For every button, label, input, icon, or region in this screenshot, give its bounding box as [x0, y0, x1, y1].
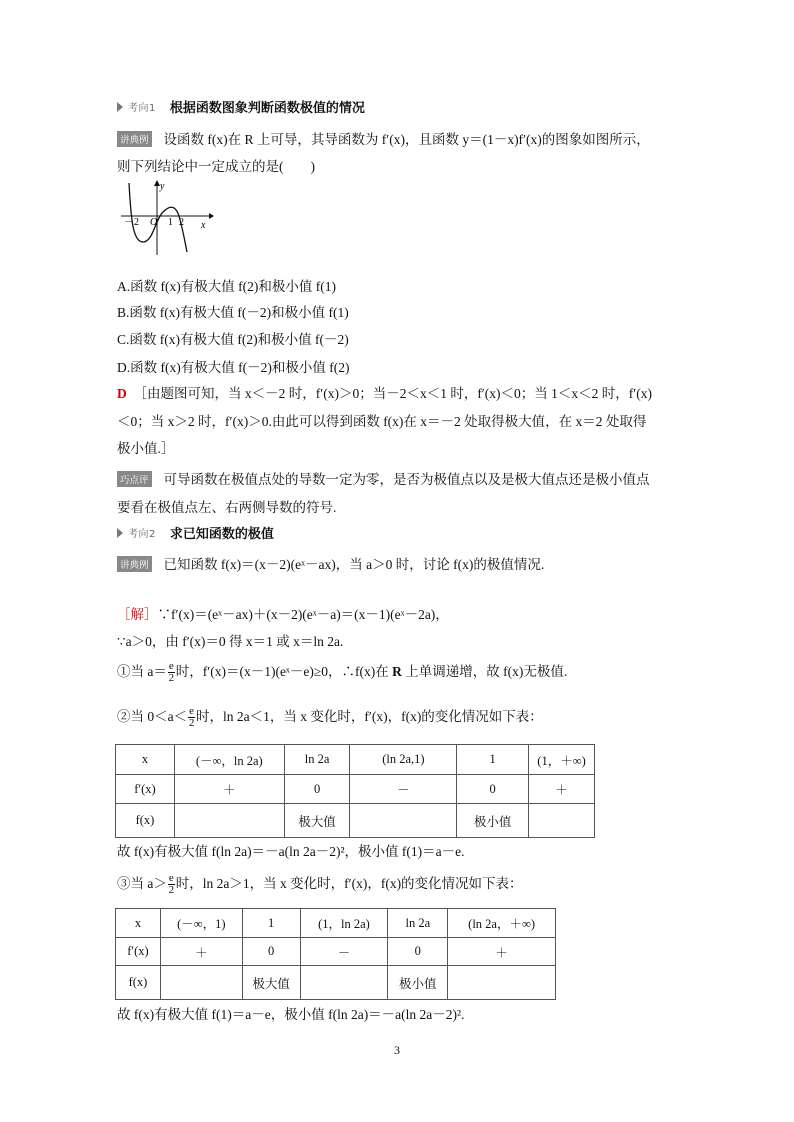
- table-cell: 极小值: [388, 966, 448, 1000]
- tick-origin: O: [150, 217, 158, 228]
- table-cell: ＋: [160, 938, 242, 966]
- y-axis-label: y: [160, 181, 165, 192]
- solution-text1: ∵f′(x)＝(eˣ－ax)＋(x－2)(eˣ－a)＝(x－1)(eˣ－2a)，: [157, 607, 449, 622]
- table-cell: ＋: [529, 775, 595, 804]
- case3-result: 故 f(x)有极大值 f(1)＝a－e，极小值 f(ln 2a)＝－a(ln 2a－2)².: [117, 1007, 465, 1022]
- table-cell: [529, 804, 595, 838]
- section-title: 求已知函数的极值: [169, 527, 274, 542]
- table-cell: 极小值: [457, 804, 529, 838]
- answer1-line1: [117, 382, 652, 402]
- example1-text1: 设函数 f(x)在 R 上可导，其导函数为 f′(x)，且函数 y＝(1－x)f′(x)的图象如图所示，: [163, 132, 650, 147]
- option-d: D.函数 f(x)有极大值 f(－2)和极小值 f(2): [117, 360, 350, 375]
- example-badge: 讲典例: [117, 131, 152, 147]
- table-cell: 0: [284, 775, 350, 804]
- answer1-text1: ［由题图可知，当 x＜－2 时，f′(x)＞0；当－2＜x＜1 时，f′(x)＜0；当 1＜x＜2 时，f′(x): [133, 386, 652, 401]
- table-cell: (ln 2a，＋∞): [448, 909, 556, 938]
- table-row: [116, 909, 556, 938]
- table-cell: [448, 966, 556, 1000]
- solution-line1: [117, 603, 449, 623]
- x-axis-arrow: [209, 213, 214, 219]
- option-a: A.函数 f(x)有极大值 f(2)和极小值 f(1): [117, 279, 336, 294]
- triangle-marker-icon: [117, 102, 123, 112]
- table-cell: x: [116, 745, 175, 775]
- solution-line2: ∵a＞0，由 f′(x)＝0 得 x＝1 或 x＝ln 2a.: [117, 634, 344, 649]
- table-cell: 1: [242, 909, 300, 938]
- table-row: [116, 804, 595, 838]
- triangle-marker-icon: [117, 528, 123, 538]
- example1-line1: [117, 128, 650, 148]
- table-cell: ＋: [174, 775, 284, 804]
- case2-post: 时，ln 2a＜1，当 x 变化时，f′(x)，f(x)的变化情况如下表：: [196, 709, 543, 724]
- frac-num: e: [168, 872, 174, 885]
- table-cell: －: [350, 775, 457, 804]
- table-cell: [160, 966, 242, 1000]
- comment-line1: [117, 468, 650, 488]
- fraction-e-over-2: [168, 873, 175, 896]
- table-cell: 极大值: [284, 804, 350, 838]
- section-tag: 考向1: [128, 103, 156, 114]
- table-cell: 1: [457, 745, 529, 775]
- table-cell: 0: [242, 938, 300, 966]
- table-cell: ln 2a: [388, 909, 448, 938]
- table-cell: [174, 804, 284, 838]
- table-cell: 极大值: [242, 966, 300, 1000]
- table-cell: (1，ln 2a): [300, 909, 388, 938]
- section-heading-2: [117, 523, 274, 542]
- option-c: C.函数 f(x)有极大值 f(2)和极小值 f(－2): [117, 332, 349, 347]
- variation-table-2: [115, 908, 556, 1000]
- table-cell: (－∞，ln 2a): [174, 745, 284, 775]
- comment-text1: 可导函数在极值点处的导数一定为零，是否为极值点以及是极大值点还是极小值点: [163, 472, 650, 487]
- table-cell: (1，＋∞): [529, 745, 595, 775]
- tick-1: 1: [168, 217, 173, 228]
- case3-pre: ③当 a＞: [117, 876, 167, 891]
- function-graph: [117, 180, 217, 260]
- tick-2: 2: [179, 217, 184, 228]
- example-badge: 讲典例: [117, 556, 152, 572]
- solution-case3: [117, 872, 523, 896]
- case1-post: 时，f′(x)＝(x－1)(eˣ－e)≥0，∴f(x)在: [175, 664, 389, 679]
- solution-case1: [117, 660, 567, 684]
- solution-label: ［解］: [117, 607, 158, 622]
- fraction-e-over-2: [188, 706, 195, 729]
- example2-line: [117, 553, 544, 573]
- section-heading-1: [117, 97, 365, 116]
- fraction-e-over-2: [168, 661, 175, 684]
- frac-den: 2: [188, 717, 195, 730]
- table-row: [116, 775, 595, 804]
- example2-text: 已知函数 f(x)＝(x－2)(eˣ－ax)，当 a＞0 时，讨论 f(x)的极值情况.: [163, 557, 545, 572]
- variation-table-1: [115, 744, 595, 838]
- table-cell: ＋: [448, 938, 556, 966]
- case2-pre: ②当 0＜a＜: [117, 709, 188, 724]
- table-cell: ln 2a: [284, 745, 350, 775]
- table-row: [116, 745, 595, 775]
- answer-letter: D: [117, 386, 127, 401]
- section-title: 根据函数图象判断函数极值的情况: [169, 101, 365, 116]
- table-cell: (－∞，1): [160, 909, 242, 938]
- case1-pre: ①当 a＝: [117, 664, 167, 679]
- case1-end: 上单调递增，故 f(x)无极值.: [405, 664, 568, 679]
- frac-den: 2: [168, 884, 175, 897]
- example1-line2: 则下列结论中一定成立的是( ): [117, 159, 315, 174]
- section-tag: 考向2: [128, 529, 156, 540]
- table-cell: [300, 966, 388, 1000]
- page-number: 3: [394, 1043, 400, 1057]
- comment-line2: 要看在极值点左、右两侧导数的符号.: [117, 500, 337, 515]
- table-cell: f′(x): [116, 938, 161, 966]
- answer1-line3: 极小值.］: [117, 441, 175, 456]
- case1-R: R: [392, 664, 402, 679]
- table-cell: x: [116, 909, 161, 938]
- table-cell: (ln 2a,1): [350, 745, 457, 775]
- x-axis-label: x: [201, 220, 206, 231]
- table-row: [116, 938, 556, 966]
- case2-result: 故 f(x)有极大值 f(ln 2a)＝－a(ln 2a－2)²，极小值 f(1)＝a－e.: [117, 844, 465, 859]
- table-cell: f′(x): [116, 775, 175, 804]
- frac-den: 2: [168, 672, 175, 685]
- option-b: B.函数 f(x)有极大值 f(－2)和极小值 f(1): [117, 305, 349, 320]
- table-row: [116, 966, 556, 1000]
- table-cell: －: [300, 938, 388, 966]
- solution-case2: [117, 705, 543, 729]
- answer1-line2: ＜0；当 x＞2 时，f′(x)＞0.由此可以得到函数 f(x)在 x＝－2 处取得极大值，在 x＝2 处取得: [117, 414, 647, 429]
- table-cell: f(x): [116, 804, 175, 838]
- frac-num: e: [189, 705, 195, 718]
- table-cell: [350, 804, 457, 838]
- tick-neg2: －2: [124, 217, 139, 228]
- table-cell: 0: [457, 775, 529, 804]
- comment-badge: 巧点评: [117, 471, 152, 487]
- table-cell: f(x): [116, 966, 161, 1000]
- frac-num: e: [168, 660, 174, 673]
- table-cell: 0: [388, 938, 448, 966]
- case3-post: 时，ln 2a＞1，当 x 变化时，f′(x)，f(x)的变化情况如下表：: [175, 876, 523, 891]
